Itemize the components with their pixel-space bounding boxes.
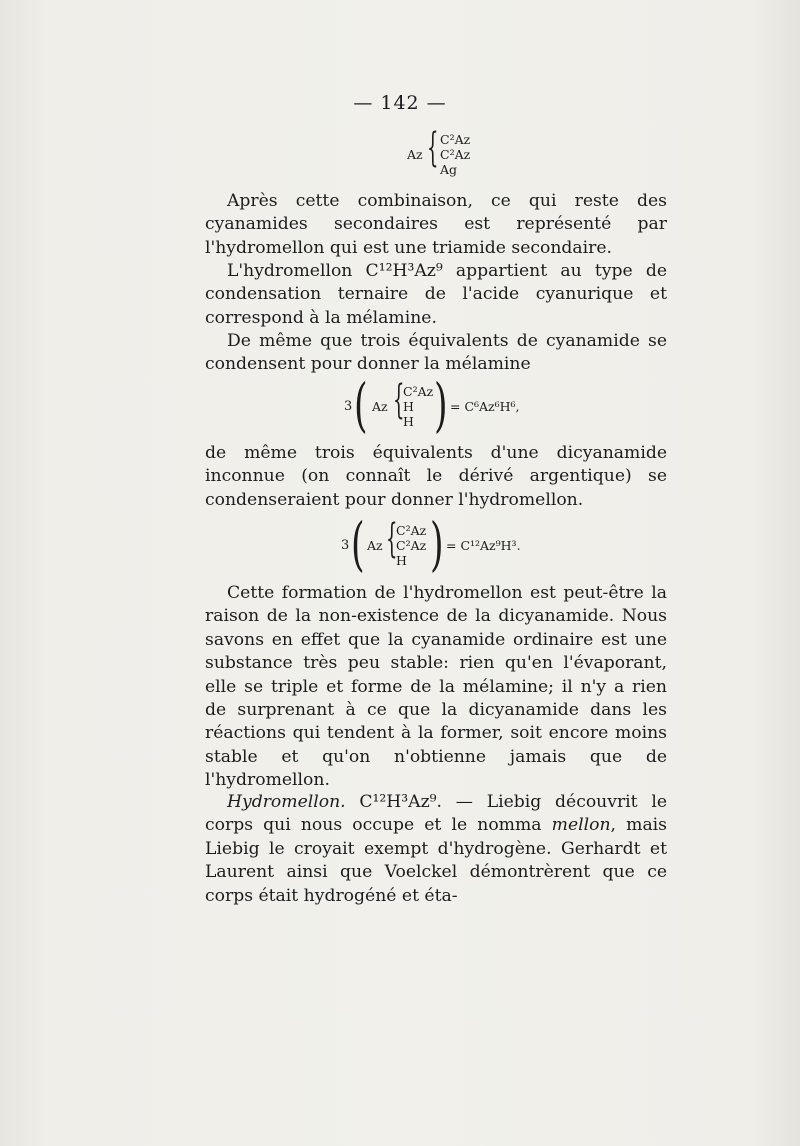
formula1-row: C²Az bbox=[440, 132, 471, 147]
formula2-open-paren: ( bbox=[354, 371, 368, 439]
section-title: Hydromellon. bbox=[227, 792, 346, 812]
paragraph: De même que trois équivalents de cyanamide se condensent pour donner la mélamine bbox=[205, 331, 667, 375]
formula1-row: C²Az bbox=[440, 147, 471, 162]
section-formula: C¹²H³Az⁹. bbox=[359, 792, 443, 812]
formula1-left: Az bbox=[407, 147, 423, 162]
paragraph: L'hydromellon C¹²H³Az⁹ appartient au type de condensation ternaire de l'acide cyanurique et correspond à la mélamine. bbox=[205, 261, 667, 328]
formula2-left: Az bbox=[372, 399, 388, 414]
formula2-row: H bbox=[403, 414, 414, 429]
formula3-row: C²Az bbox=[396, 523, 427, 538]
formula2-row: C²Az bbox=[403, 384, 434, 399]
formula3-result: = C¹²Az⁹H³. bbox=[446, 538, 521, 553]
formula2-result: = C⁶Az⁶H⁶, bbox=[450, 399, 520, 414]
section-text: — Liebig découvrit le corps qui nous occupe et le nomma bbox=[205, 792, 668, 836]
paragraph bbox=[205, 791, 667, 908]
formula2-close-paren: ) bbox=[434, 371, 448, 439]
formula3-brace: { bbox=[386, 516, 398, 562]
formula1-brace: { bbox=[427, 125, 439, 171]
formula3-left: Az bbox=[367, 538, 383, 553]
section-text: , mais Liebig le croyait exempt d'hydrogène. Gerhardt et Laurent ainsi que Voelckel démontrèrent que ce corps était hydrogéné et éta- bbox=[205, 815, 668, 906]
paragraph: Cette formation de l'hydromellon est peut-être la raison de la non-existence de la dicyanamide. Nous savons en effet que la cyanamide ordinaire est une substance très peu stable: rien qu'en l'évaporant, elle se triple et forme de la mélamine; il n'y a rien de surprenant à ce que la dicyanamide dans les réactions qui tendent à la former, soit encore moins stable et qu'on n'obtienne jamais que de l'hydromellon. bbox=[205, 583, 667, 791]
formula2-row: H bbox=[403, 399, 414, 414]
formula3-open-paren: ( bbox=[351, 510, 365, 578]
formula3-close-paren: ) bbox=[430, 510, 444, 578]
formula3-coef: 3 bbox=[341, 538, 350, 553]
section-term: mellon bbox=[551, 815, 611, 836]
formula2-brace: { bbox=[393, 377, 405, 423]
paragraph: de même trois équivalents d'une dicyanamide inconnue (on connaît le dérivé argentique) se condenseraient pour donner l'hydromellon. bbox=[205, 443, 667, 510]
formula3-row: H bbox=[396, 553, 407, 568]
formula2-coef: 3 bbox=[344, 399, 353, 414]
paragraph: Après cette combinaison, ce qui reste des cyanamides secondaires est représenté par l'hydromellon qui est une triamide secondaire. bbox=[205, 191, 667, 258]
page-number: — 142 — bbox=[353, 92, 447, 114]
formula3-row: C²Az bbox=[396, 538, 427, 553]
formula1-row: Ag bbox=[440, 162, 458, 177]
